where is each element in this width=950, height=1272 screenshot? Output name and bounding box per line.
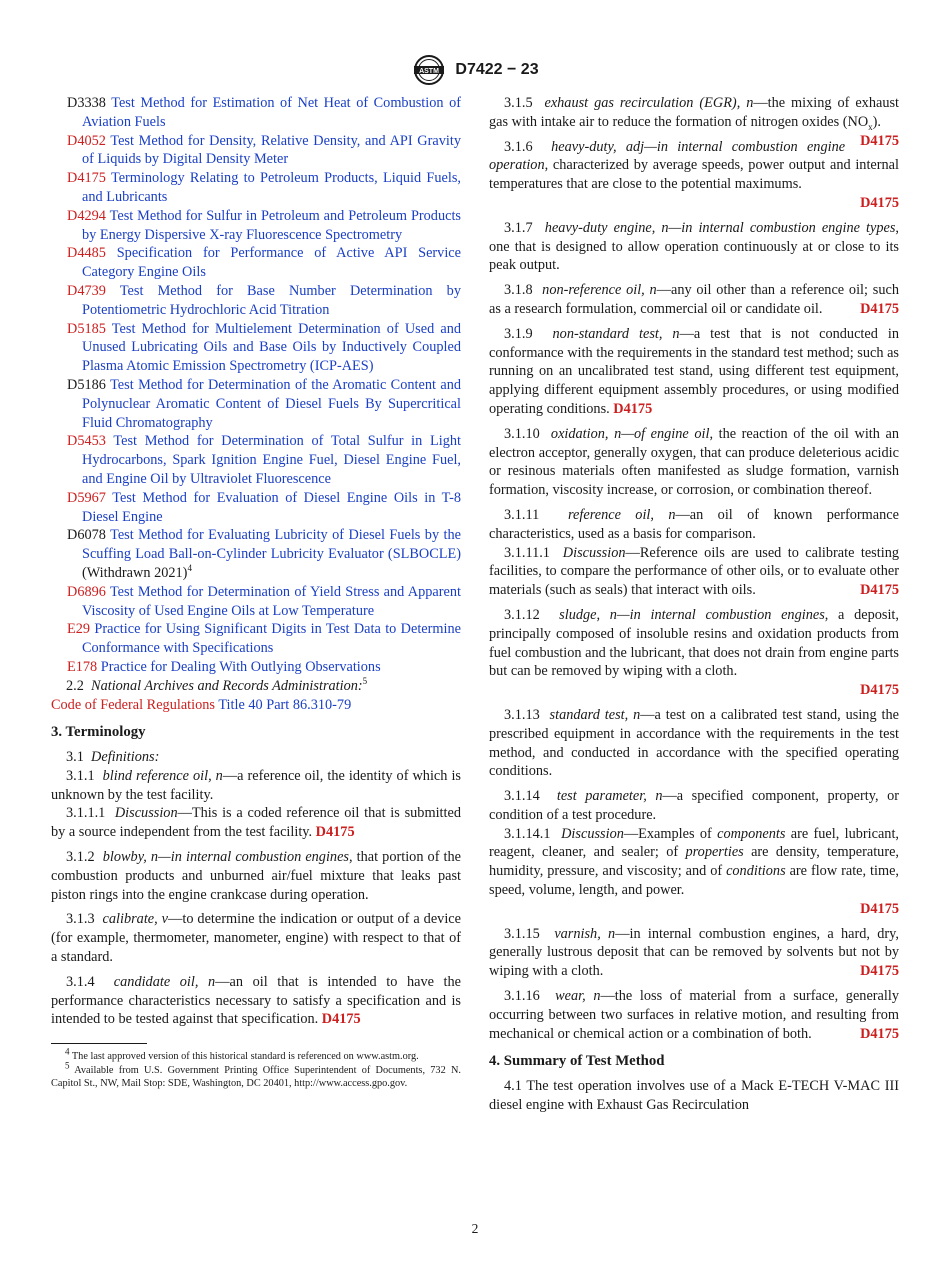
term: calibrate, v <box>102 911 169 928</box>
term: non-reference oil, n <box>542 282 657 299</box>
reference-code-link[interactable]: D4052 <box>67 132 106 149</box>
definition-3-1-1: 3.1.1 blind reference oil, n—a reference oil, the identity of which is unknown by the test facility. <box>51 767 461 803</box>
source-tag-link[interactable]: D4175 <box>860 132 899 149</box>
reference-item <box>51 620 461 658</box>
reference-title-link[interactable]: Practice for Using Significant Digits in Test Data to Determine Conformance with Specifications <box>82 621 462 657</box>
cfr-link[interactable]: Code of Federal Regulations <box>51 696 215 713</box>
term: heavy-duty engine, n—in internal combustion engine types <box>544 219 896 236</box>
footnote-5: $^5$ Available from U.S. Government Printing Office Superintendent of Documents, 732 N. Capitol St., NW, Mail Stop: SDE, Washington, DC 20401, http://www.access.gpo.gov. <box>51 1060 461 1090</box>
reference-title-link[interactable]: Test Method for Sulfur in Petroleum and Petroleum Products by Energy Dispersive X-ray Fluorescence Spectrometry <box>82 207 461 243</box>
left-column <box>51 94 461 1091</box>
reference-title-link[interactable]: Test Method for Estimation of Net Heat of Combustion of Aviation Fuels <box>82 95 461 130</box>
reference-title-link[interactable]: Test Method for Evaluation of Diesel Engine Oils in T-8 Diesel Engine <box>82 489 461 525</box>
reference-item <box>51 132 461 170</box>
reference-title-link[interactable]: Specification for Performance of Active API Service Category Engine Oils <box>82 245 461 281</box>
discussion-3-1-1-1: 3.1.1.1 Discussion—This is a coded reference oil that is submitted by a source independent from the test facility. D4175 <box>51 805 461 841</box>
standard-designation: D7422 − 23 <box>455 61 539 78</box>
term: test parameter, n <box>556 788 663 805</box>
reference-code-link[interactable]: D4739 <box>67 282 106 299</box>
definition-3-1-6: 3.1.6 heavy-duty, adj—in internal combustion engine operation, characterized by average speeds, power output and internal temperatures that are close to the potential maximums. D4175 <box>489 138 899 211</box>
discussion-3-1-11-1: 3.1.11.1 Discussion—Reference oils are used to calibrate testing facilities, to compare the performance of other oils, or to evaluate other materials (such as seals) that interact with oils. D4175 <box>489 544 899 599</box>
term: blowby, n—in internal combustion engines <box>102 849 349 866</box>
reference-code-link[interactable]: E29 <box>67 621 91 638</box>
definition-3-1-7: 3.1.7 heavy-duty engine, n—in internal combustion engine types, one that is designed to allow operation continuously at or close to its peak output. <box>489 219 899 274</box>
definition-3-1-15: 3.1.15 varnish, n—in internal combustion engines, a hard, dry, generally lustrous deposit that can be removed by solvents but not by wiping with a cloth. D4175 <box>489 925 899 980</box>
reference-code-link[interactable]: D5967 <box>67 489 106 506</box>
source-tag-link[interactable]: D4175 <box>860 1025 899 1042</box>
source-tag-link[interactable]: D4175 <box>613 400 653 417</box>
reference-item <box>51 658 461 677</box>
footnote-4: $^4$ The last approved version of this historical standard is referenced on www.astm.org. <box>65 1046 419 1063</box>
definition-3-1-9: 3.1.9 non-standard test, n—a test that is not conducted in conformance with the requirements in the standard test method; such as running on an uncalibrated test stand, using different test equipment, applying different equipment assembly procedures, or using modified operating conditions. D4175 <box>489 325 899 417</box>
reference-item <box>51 282 461 320</box>
reference-item <box>51 207 461 245</box>
reference-code-link[interactable]: D6896 <box>67 583 106 600</box>
term: standard test, n <box>549 706 641 723</box>
term: exhaust gas recirculation (EGR), n <box>544 95 754 111</box>
page-number: 2 <box>471 1221 479 1236</box>
reference-item <box>51 169 461 207</box>
source-tag-link[interactable]: D4175 <box>860 194 899 211</box>
reference-code-link[interactable]: D5186 <box>67 376 106 393</box>
referenced-documents-list <box>51 94 461 677</box>
reference-code-link[interactable]: D5185 <box>67 320 106 337</box>
reference-title-link[interactable]: Test Method for Determination of Total Sulfur in Light Hydrocarbons, Spark Ignition Engine Fuel, Diesel Engine Fuel, and Engine Oil by Ultraviolet Fluorescence <box>82 433 461 487</box>
term: non-standard test, n <box>552 325 680 342</box>
page-header <box>0 54 950 86</box>
reference-title-link[interactable]: Test Method for Base Number Determination by Potentiometric Hydrochloric Acid Titration <box>82 282 461 318</box>
term: varnish, n <box>554 925 616 942</box>
withdrawn-note: (Withdrawn 2021) <box>82 564 188 581</box>
term: candidate oil, n <box>113 973 216 990</box>
definition-3-1-16: 3.1.16 wear, n—the loss of material from a surface, generally occurring between two surfaces in relative motion, and resulting from mechanical or chemical action or a combination of both. D4175 <box>489 988 899 1042</box>
definition-3-1-10: 3.1.10 oxidation, n—of engine oil, the reaction of the oil with an electron acceptor, generally oxygen, that can produce deleterious acidic or resinous materials often manifested as sludge formation, varnish formation, viscosity increase, or corrosion, or combination thereof. <box>489 425 899 499</box>
reference-item <box>51 376 461 432</box>
reference-code-link[interactable]: E178 <box>67 658 98 675</box>
source-tag-link[interactable]: D4175 <box>860 682 899 699</box>
term: sludge, n—in internal combustion engines <box>559 606 825 623</box>
section-4-heading: 4. Summary of Test Method <box>489 1053 665 1070</box>
reference-title-link[interactable]: Test Method for Density, Relative Density, and API Gravity of Liquids by Digital Density Meter <box>82 132 461 168</box>
cfr-title-link[interactable]: Title 40 Part 86.310-79 <box>218 696 352 713</box>
term: reference oil, n <box>568 506 676 523</box>
reference-title-link[interactable]: Test Method for Determination of the Aromatic Content and Polynuclear Aromatic Content of Diesel Fuels By Supercritical Fluid Chromatography <box>82 376 461 431</box>
reference-code-link[interactable]: D3338 <box>67 95 106 111</box>
definition-3-1-11: 3.1.11 reference oil, n—an oil of known performance characteristics, used as a basis for comparison. <box>489 506 899 542</box>
right-column <box>489 94 899 1115</box>
reference-item <box>51 432 461 488</box>
reference-title-link[interactable]: Practice for Dealing With Outlying Observations <box>100 658 381 675</box>
definition-3-1-4: 3.1.4 candidate oil, n—an oil that is intended to have the performance characteristics necessary to satisfy a specification and is intended to be tested against that specification. D4175 <box>51 973 462 1028</box>
definition-3-1-3: 3.1.3 calibrate, v—to determine the indication or output of a device (for example, thermometer, manometer, engine) with respect to that of a standard. <box>51 911 461 966</box>
nara-subsection: 2.2 National Archives and Records Administration:$^5$ <box>66 675 368 694</box>
reference-code-link[interactable]: D5453 <box>67 433 106 450</box>
reference-title-link[interactable]: Test Method for Evaluating Lubricity of Diesel Fuels by the Scuffing Load Ball-on-Cylinder Lubricity Evaluator (SLBOCLE) <box>82 527 461 563</box>
term: heavy-duty, adj—in internal combustion engine operation <box>489 138 846 174</box>
reference-code-link[interactable]: D6078 <box>67 527 106 544</box>
source-tag-link[interactable]: D4175 <box>315 824 355 841</box>
source-tag-link[interactable]: D4175 <box>860 963 899 980</box>
source-tag-link[interactable]: D4175 <box>860 300 899 317</box>
definition-3-1-14: 3.1.14 test parameter, n—a specified component, property, or condition of a test procedure. <box>489 788 899 823</box>
footnote-marker: 4 <box>187 563 192 574</box>
term: blind reference oil, n <box>102 767 223 784</box>
reference-item <box>51 94 461 132</box>
definition-3-1: 3.1 Definitions: <box>66 749 160 766</box>
term: oxidation, n—of engine oil <box>550 425 710 442</box>
cfr-reference <box>51 696 461 715</box>
reference-title-link[interactable]: Terminology Relating to Petroleum Products, Liquid Fuels, and Lubricants <box>82 170 461 205</box>
astm-logo-icon <box>411 54 447 86</box>
reference-item <box>51 583 461 621</box>
paragraph-4-1: 4.1 The test operation involves use of a Mack E-TECH V-MAC III diesel engine with Exhaust Gas Recirculation <box>489 1078 899 1114</box>
reference-item <box>51 489 461 527</box>
definition-3-1-5: 3.1.5 exhaust gas recirculation (EGR), n—the mixing of exhaust gas with intake air to reduce the formation of nitrogen oxides $(NO_x)$. D4175 <box>489 95 900 149</box>
reference-title-link[interactable]: Test Method for Determination of Yield Stress and Apparent Viscosity of Used Engine Oils at Low Temperature <box>82 583 461 619</box>
reference-item <box>51 320 461 376</box>
definition-3-1-8: 3.1.8 non-reference oil, n—any oil other than a reference oil; such as a research formulation, commercial oil or candidate oil. D4175 <box>489 282 899 317</box>
source-tag-link[interactable]: D4175 <box>321 1011 361 1028</box>
reference-code-link[interactable]: D4485 <box>67 245 106 262</box>
svg-text:ASTM: ASTM <box>419 68 440 75</box>
source-tag-link[interactable]: D4175 <box>860 582 899 599</box>
reference-code-link[interactable]: D4294 <box>67 207 106 224</box>
reference-item <box>51 244 461 282</box>
reference-code-link[interactable]: D4175 <box>67 170 106 187</box>
term: wear, n <box>555 988 601 1005</box>
reference-item <box>51 526 461 582</box>
definition-3-1-13: 3.1.13 standard test, n—a test on a calibrated test stand, using the prescribed equipment in accordance with the requirements in the test method, and conducted in accordance with the specified operating conditions. <box>489 706 899 780</box>
footnote-divider <box>51 1043 147 1044</box>
section-3-heading: 3. Terminology <box>51 724 146 741</box>
definition-3-1-2: 3.1.2 blowby, n—in internal combustion engines, that portion of the combustion products and unburned air/fuel mixture that leaks past piston rings into the engine crankcase during operation. <box>51 849 461 903</box>
discussion-3-1-14-1: 3.1.14.1 Discussion—Examples of components are fuel, lubricant, reagent, cleaner, and sealer; of properties are density, temperature, humidity, pressure, and viscosity; and of conditions are flow rate, time, speed, volume, length, and power. D4175 <box>489 825 900 917</box>
reference-title-link[interactable]: Test Method for Multielement Determination of Used and Unused Lubricating Oils and Base Oils by Inductively Coupled Plasma Atomic Emission Spectrometry (ICP-AES) <box>82 320 461 375</box>
definition-3-1-12: 3.1.12 sludge, n—in internal combustion engines, a deposit, principally composed of insoluble resins and oxidation products from fuel combustion and the lubricant, that does not drain from engine parts but can be removed by wiping with a cloth. D4175 <box>489 606 899 699</box>
nara-title: National Archives and Records Administration: <box>91 677 363 694</box>
source-tag-link[interactable]: D4175 <box>860 900 899 917</box>
